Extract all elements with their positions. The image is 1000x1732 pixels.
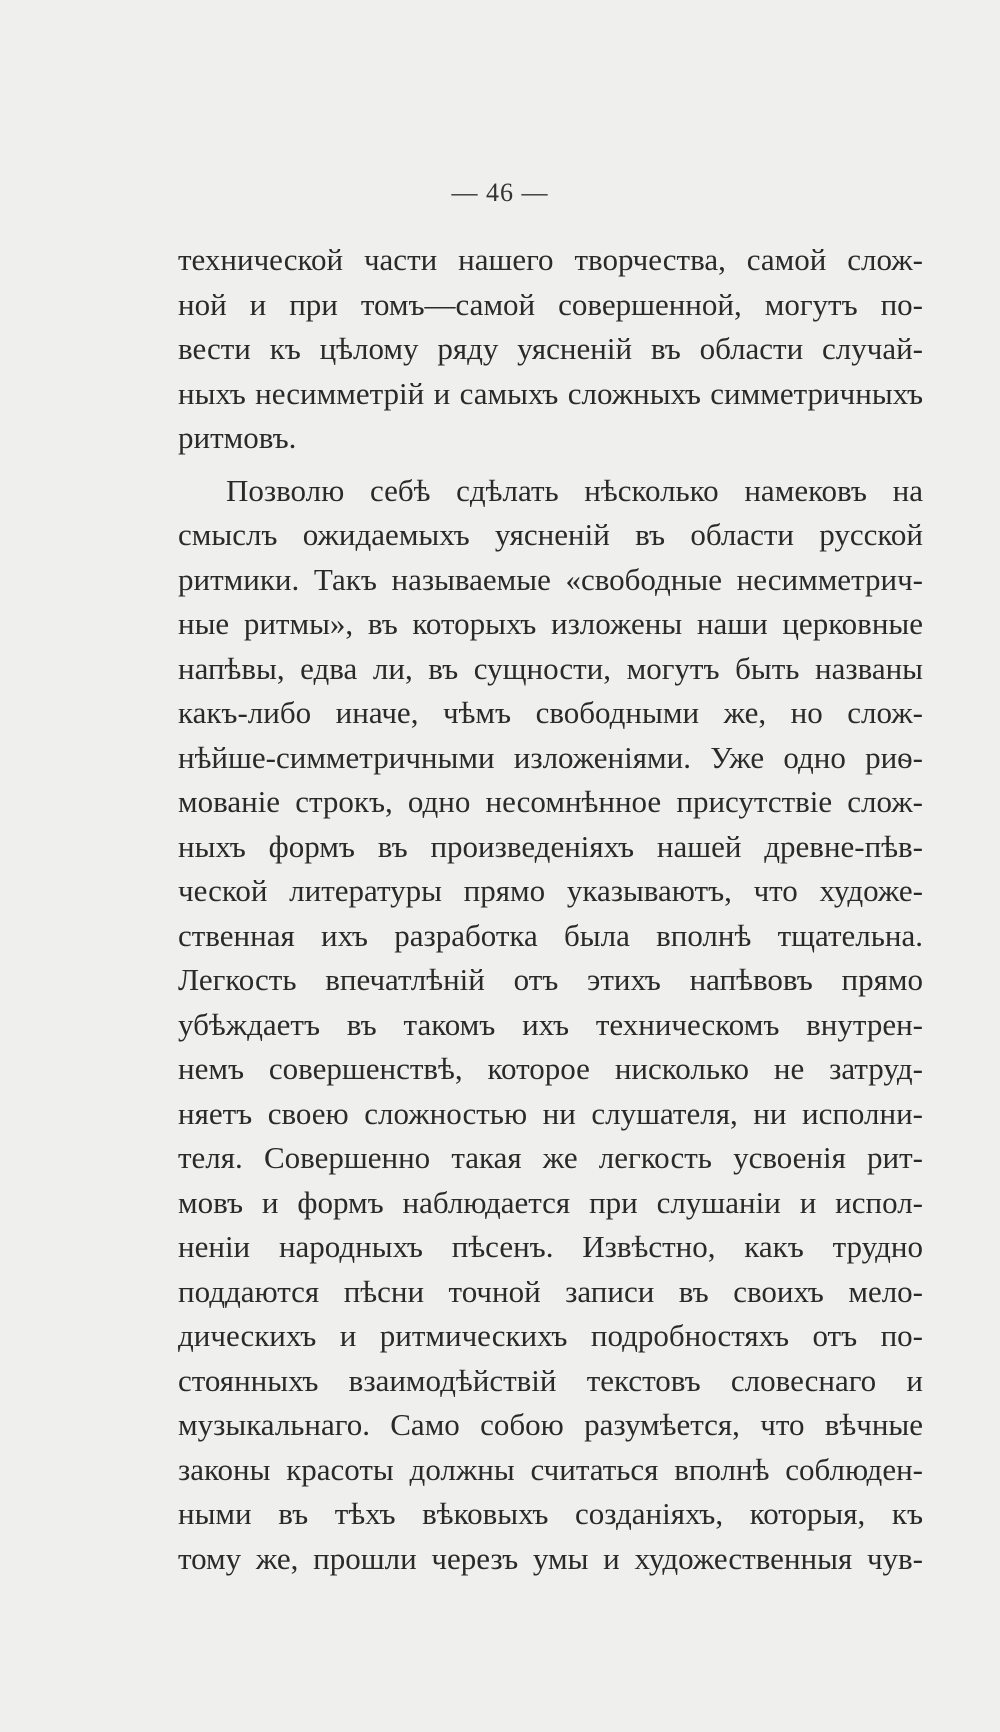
paragraph: [178, 469, 923, 1582]
text-line: нѣйше-симметричными изложеніями. Уже одно риѳ-: [178, 739, 923, 775]
text-line: стоянныхъ взаимодѣйствій текстовъ словеснаго и: [178, 1362, 923, 1398]
text-line: Легкость впечатлѣній отъ этихъ напѣвовъ прямо: [178, 962, 923, 997]
text-line: технической части нашего творчества, самой слож-: [178, 242, 923, 277]
text-line: няетъ своею сложностью ни слушателя, ни исполни-: [178, 1095, 923, 1131]
text-line: музыкальнаго. Само собою разумѣется, что вѣчные: [178, 1407, 923, 1442]
text-line: ные ритмы», въ которыхъ изложены наши церковные: [178, 606, 923, 641]
text-line: убѣждаетъ въ такомъ ихъ техническомъ внутрен-: [178, 1006, 923, 1042]
text-line: теля. Совершенно такая же легкость усвоенія рит-: [178, 1140, 923, 1175]
text-line: ныхъ формъ въ произведеніяхъ нашей древне-пѣв-: [178, 828, 923, 864]
text-line: законы красоты должны считаться вполнѣ соблюден-: [178, 1451, 923, 1487]
text-line: ныхъ несимметрій и самыхъ сложныхъ симметричныхъ: [178, 375, 923, 411]
text-line: дическихъ и ритмическихъ подробностяхъ отъ по-: [178, 1318, 923, 1353]
text-line: ственная ихъ разработка была вполнѣ тщательна.: [178, 917, 923, 953]
paragraph-gap: [178, 461, 923, 469]
text-line: смыслъ ожидаемыхъ уясненій въ области русской: [178, 517, 923, 552]
paragraph: [178, 238, 923, 461]
page-number: — 46 —: [451, 178, 549, 207]
text-line: немъ совершенствѣ, которое нисколько не затруд-: [178, 1051, 923, 1086]
text-line: какъ-либо иначе, чѣмъ свободными же, но слож-: [178, 695, 923, 730]
text-line: ной и при томъ—самой совершенной, могутъ по-: [178, 286, 923, 322]
text-line: неніи народныхъ пѣсенъ. Извѣстно, какъ трудно: [178, 1229, 923, 1264]
text-line: ритмики. Такъ называемые «свободные несимметрич-: [178, 561, 923, 597]
text-line: Позволю себѣ сдѣлать нѣсколько намековъ на: [226, 472, 923, 508]
text-line: ритмовъ.: [178, 420, 297, 455]
body-text: [178, 238, 923, 1581]
text-line: напѣвы, едва ли, въ сущности, могутъ быть названы: [178, 650, 923, 686]
text-line: ными въ тѣхъ вѣковыхъ созданіяхъ, которыя, къ: [178, 1496, 923, 1531]
text-line: мованіе строкъ, одно несомнѣнное присутствіе слож-: [178, 784, 923, 819]
text-line: тому же, прошли черезъ умы и художественныя чув-: [178, 1540, 923, 1576]
text-line: вести къ цѣлому ряду уясненій въ области случай-: [178, 331, 923, 366]
text-line: ческой литературы прямо указываютъ, что художе-: [178, 873, 923, 908]
text-line: поддаются пѣсни точной записи въ своихъ мело-: [178, 1273, 923, 1309]
text-line: мовъ и формъ наблюдается при слушаніи и испол-: [178, 1184, 923, 1220]
